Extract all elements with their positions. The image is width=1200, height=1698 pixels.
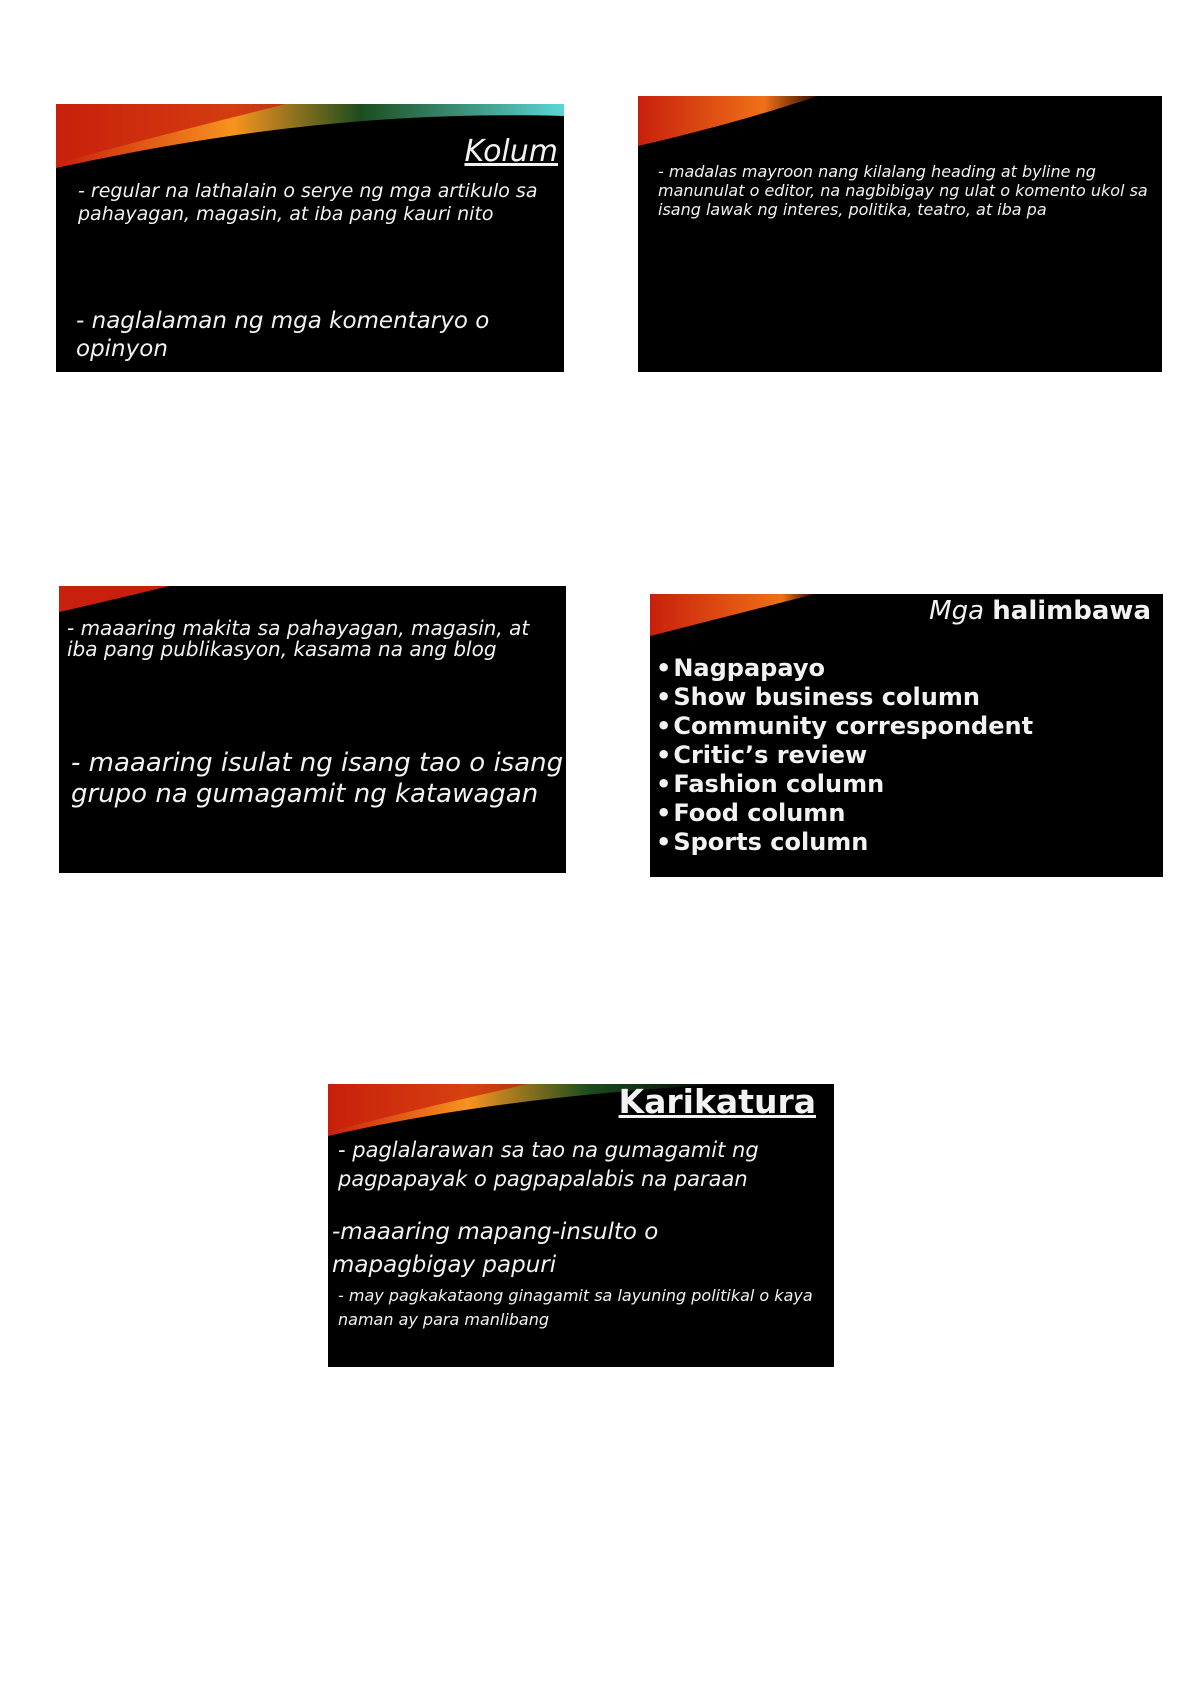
swoosh-graphic [59, 586, 566, 616]
list-item: • Sports column [656, 828, 1033, 857]
title-bold: halimbawa [992, 596, 1151, 626]
slide-title [929, 596, 1151, 626]
slide-kolum [56, 104, 564, 372]
slide-text: - may pagkakataong ginagamit sa layuning politikal o kaya naman ay para manlibang [338, 1286, 813, 1329]
title-prefix: Mga [929, 596, 985, 626]
slide-text: - paglalarawan sa tao na gumagamit ng pagpapayak o pagpapalabis na paraan [338, 1138, 759, 1192]
list-item: • Food column [656, 799, 1033, 828]
list-item: • Fashion column [656, 770, 1033, 799]
slide-heading-byline [638, 96, 1162, 372]
swoosh-graphic [638, 96, 1162, 156]
slide-text: - regular na lathalain o serye ng mga artikulo sa pahayagan, magasin, at iba pang kauri nito [78, 180, 538, 225]
slide-title: Kolum [464, 134, 558, 169]
example-list [656, 654, 1033, 857]
slide-text: - maaaring isulat ng isang tao o isang grupo na gumagamit ng katawagan [71, 748, 564, 810]
slide-text: - maaaring makita sa pahayagan, magasin, at iba pang publikasyon, kasama na ang blog [67, 616, 530, 661]
slide-halimbawa [650, 594, 1163, 877]
list-item: • Community correspondent [656, 712, 1033, 741]
list-item: • Show business column [656, 683, 1033, 712]
list-item: • Nagpapayo [656, 654, 1033, 683]
slide-text: - naglalaman ng mga komentaryo o opinyon [76, 308, 490, 362]
slide-karikatura [328, 1084, 834, 1367]
slide-text: - madalas mayroon nang kilalang heading at byline ng manunulat o editor, na nagbibigay ng ulat o komento ukol sa isang lawak ng interes, politika, teatro, at iba pa [658, 162, 1148, 220]
slide-publikasyon [59, 586, 566, 873]
list-item: • Critic’s review [656, 741, 1033, 770]
slide-title: Karikatura [618, 1084, 816, 1121]
slide-text: -maaaring mapang-insulto o mapagbigay papuri [332, 1219, 659, 1279]
